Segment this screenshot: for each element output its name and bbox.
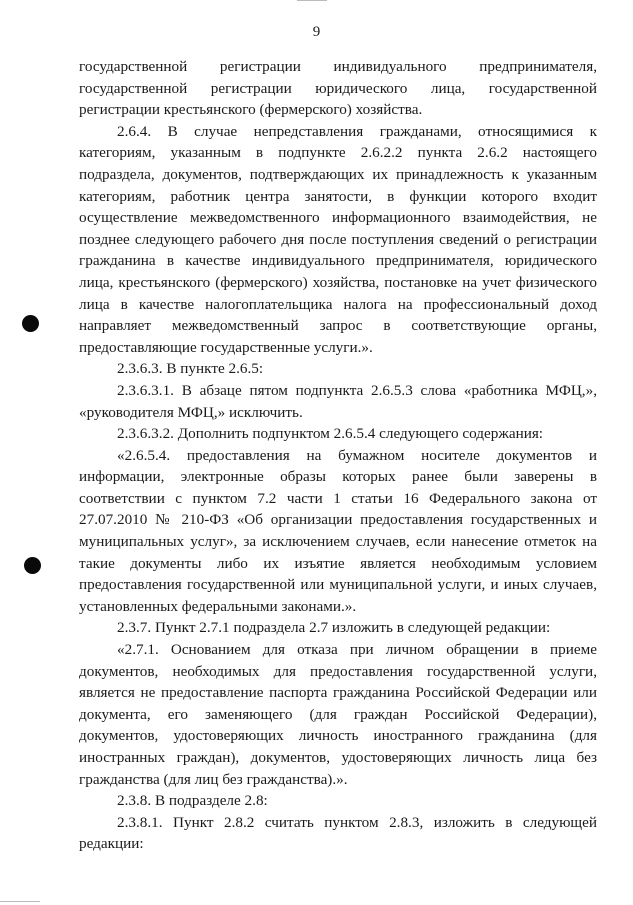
paragraph-2-3-6-3: 2.3.6.3. В пункте 2.6.5: [117,360,264,378]
page-number: 9 [312,24,321,40]
scan-edge-mark [0,901,40,902]
punch-hole-mark [22,315,39,332]
paragraph-2-6-4: 2.6.4. В случае непредставления гражданами, относящимися к категориям, указанным в подпункте 2.6.2.2 пункта 2.6.2 настоящего подраздела, документов, подтверждающих их принадлежность к указанным категориям, работник центра занятости, в функции которого входит осуществление межведомственного информационного взаимодействия, не позднее следующего рабочего дня после поступления сведений о регистрации гражданина в качестве индивидуального предпринимателя, юридического лица, крестьянского (фермерского) хозяйства, постановке на учет физического лица в качестве налогоплательщика налога на профессиональный доход направляет межведомственный запрос в соответствующие органы, предоставляющие государственные услуги.». [79,122,597,356]
paragraph-2-6-5-4: «2.6.5.4. предоставления на бумажном носителе документов и информации, электронные образы которых ранее были заверены в соответствии с пунктом 7.2 части 1 статьи 16 Федерального закона от 27.07.2010 № 210-ФЗ «Об организации предоставления государственных и муниципальных услуг», за исключением случаев, если нанесение отметок на такие документы либо их изъятие является необходимым условием предоставления государственной или муниципальной услуги, и иных случаев, установленных федеральными законами.». [79,446,597,615]
document-body [79,56,597,855]
paragraph-2-3-6-3-1: 2.3.6.3.1. В абзаце пятом подпункта 2.6.5.3 слова «работника МФЦ,», «руководителя МФЦ,» исключить. [79,381,597,421]
scan-edge-mark [297,0,327,1]
paragraph-2-3-6-3-2: 2.3.6.3.2. Дополнить подпунктом 2.6.5.4 следующего содержания: [117,425,544,443]
paragraph-2-3-7: 2.3.7. Пункт 2.7.1 подраздела 2.7 изложить в следующей редакции: [117,619,551,637]
paragraph-2-3-8-1: 2.3.8.1. Пункт 2.8.2 считать пунктом 2.8.3, изложить в следующей редакции: [79,813,597,853]
punch-hole-mark [24,557,41,574]
paragraph-2-7-1: «2.7.1. Основанием для отказа при личном обращении в приеме документов, необходимых для предоставления государственной услуги, является не предоставление паспорта гражданина Российской Федерации или документа, его заменяющего (для граждан Российской Федерации), документов, удостоверяющих личность иностранного гражданина (для иностранных граждан), документов, удостоверяющих личность лица без гражданства (для лиц без гражданства).». [79,641,597,788]
paragraph-2-3-8: 2.3.8. В подразделе 2.8: [117,792,268,810]
paragraph-continuation: государственной регистрации индивидуального предпринимателя, государственной регистрации юридического лица, государственной регистрации крестьянского (фермерского) хозяйства. [79,58,597,119]
